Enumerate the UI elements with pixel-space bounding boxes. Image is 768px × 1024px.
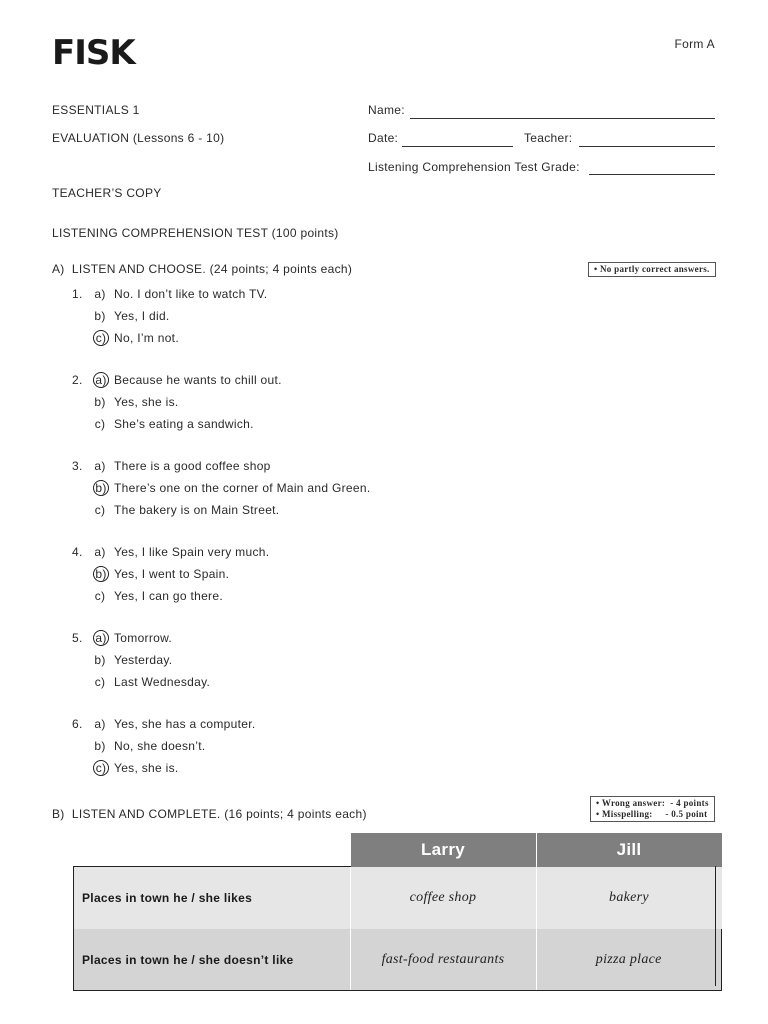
name-label: Name: bbox=[368, 103, 405, 117]
option-row bbox=[0, 545, 768, 561]
option-row bbox=[0, 459, 768, 475]
date-field[interactable] bbox=[402, 146, 513, 147]
answer-cell: coffee shop bbox=[350, 867, 536, 930]
option-letter: b) bbox=[94, 739, 106, 753]
option-row bbox=[0, 395, 768, 411]
circled-answer-letter: a) bbox=[93, 372, 109, 388]
column-header-jill: Jill bbox=[536, 833, 722, 867]
option-letter: c) bbox=[94, 589, 106, 603]
option-text: No. I don’t like to watch TV. bbox=[114, 287, 268, 301]
answer-cell: bakery bbox=[536, 867, 722, 930]
option-row bbox=[0, 739, 768, 755]
question-number: 6. bbox=[72, 717, 83, 731]
answer-cell: pizza place bbox=[536, 929, 722, 991]
option-row bbox=[0, 675, 768, 691]
date-label: Date: bbox=[368, 131, 399, 145]
question-number: 3. bbox=[72, 459, 83, 473]
option-text: The bakery is on Main Street. bbox=[114, 503, 280, 517]
option-text: Yes, I went to Spain. bbox=[114, 567, 230, 581]
option-text: There is a good coffee shop bbox=[114, 459, 271, 473]
option-text: No, I’m not. bbox=[114, 331, 179, 345]
section-a-title: A) LISTEN AND CHOOSE. (24 points; 4 points each) bbox=[52, 262, 353, 276]
option-row bbox=[0, 567, 768, 583]
option-text: Tomorrow. bbox=[114, 631, 173, 645]
teacher-label: Teacher: bbox=[524, 131, 573, 145]
name-field[interactable] bbox=[410, 118, 715, 119]
option-row bbox=[0, 761, 768, 777]
option-letter: a) bbox=[94, 717, 106, 731]
evaluation-title: EVALUATION (Lessons 6 - 10) bbox=[52, 131, 225, 145]
option-row bbox=[0, 503, 768, 519]
table-corner bbox=[74, 833, 351, 867]
option-letter: b) bbox=[94, 395, 106, 409]
option-text: Yes, she is. bbox=[114, 761, 179, 775]
option-letter: c) bbox=[94, 503, 106, 517]
table-right-border bbox=[715, 866, 716, 986]
test-title: LISTENING COMPREHENSION TEST (100 points) bbox=[52, 226, 339, 240]
table-row bbox=[74, 929, 722, 991]
option-text: Yes, she has a computer. bbox=[114, 717, 256, 731]
option-row bbox=[0, 717, 768, 733]
row-label: Places in town he / she likes bbox=[74, 867, 351, 930]
misspelling-note: • Misspelling: - 0.5 point bbox=[596, 809, 708, 819]
circled-answer-letter: c) bbox=[93, 760, 109, 776]
circled-answer-letter: c) bbox=[93, 330, 109, 346]
question-number: 5. bbox=[72, 631, 83, 645]
option-row bbox=[0, 417, 768, 433]
option-row bbox=[0, 589, 768, 605]
option-letter: a) bbox=[94, 459, 106, 473]
option-text: Yes, I can go there. bbox=[114, 589, 223, 603]
option-row bbox=[0, 631, 768, 647]
answer-cell: fast-food restaurants bbox=[350, 929, 536, 991]
row-label: Places in town he / she doesn’t like bbox=[74, 929, 351, 991]
column-header-larry: Larry bbox=[350, 833, 536, 867]
option-letter: b) bbox=[94, 309, 106, 323]
section-b-title: B) LISTEN AND COMPLETE. (16 points; 4 points each) bbox=[52, 807, 367, 821]
option-text: Yesterday. bbox=[114, 653, 173, 667]
teachers-copy-label: TEACHER’S COPY bbox=[52, 186, 162, 200]
circled-answer-letter: b) bbox=[93, 480, 109, 496]
option-text: She’s eating a sandwich. bbox=[114, 417, 254, 431]
option-text: Yes, I did. bbox=[114, 309, 170, 323]
option-letter: a) bbox=[94, 545, 106, 559]
option-row bbox=[0, 373, 768, 389]
option-letter: c) bbox=[94, 417, 106, 431]
option-text: Because he wants to chill out. bbox=[114, 373, 282, 387]
question-number: 2. bbox=[72, 373, 83, 387]
option-letter: c) bbox=[94, 675, 106, 689]
option-letter: b) bbox=[94, 653, 106, 667]
wrong-answer-note: • Wrong answer: - 4 points bbox=[596, 798, 709, 808]
fisk-logo: FISK bbox=[52, 33, 135, 73]
section-a-note: • No partly correct answers. bbox=[588, 262, 716, 277]
table-row bbox=[74, 867, 722, 930]
section-b-note bbox=[590, 796, 715, 822]
question-number: 4. bbox=[72, 545, 83, 559]
option-row bbox=[0, 653, 768, 669]
circled-answer-letter: b) bbox=[93, 566, 109, 582]
grade-field[interactable] bbox=[589, 174, 715, 175]
question-number: 1. bbox=[72, 287, 83, 301]
option-row bbox=[0, 287, 768, 303]
option-row bbox=[0, 331, 768, 347]
teacher-field[interactable] bbox=[579, 146, 715, 147]
grade-label: Listening Comprehension Test Grade: bbox=[368, 160, 580, 174]
option-row bbox=[0, 481, 768, 497]
option-text: Yes, she is. bbox=[114, 395, 179, 409]
option-text: Yes, I like Spain very much. bbox=[114, 545, 270, 559]
answer-table bbox=[73, 833, 722, 991]
option-row bbox=[0, 309, 768, 325]
option-text: No, she doesn’t. bbox=[114, 739, 206, 753]
option-text: Last Wednesday. bbox=[114, 675, 211, 689]
option-letter: a) bbox=[94, 287, 106, 301]
option-text: There’s one on the corner of Main and Green. bbox=[114, 481, 371, 495]
course-title: ESSENTIALS 1 bbox=[52, 103, 140, 117]
circled-answer-letter: a) bbox=[93, 630, 109, 646]
form-label: Form A bbox=[674, 37, 715, 51]
